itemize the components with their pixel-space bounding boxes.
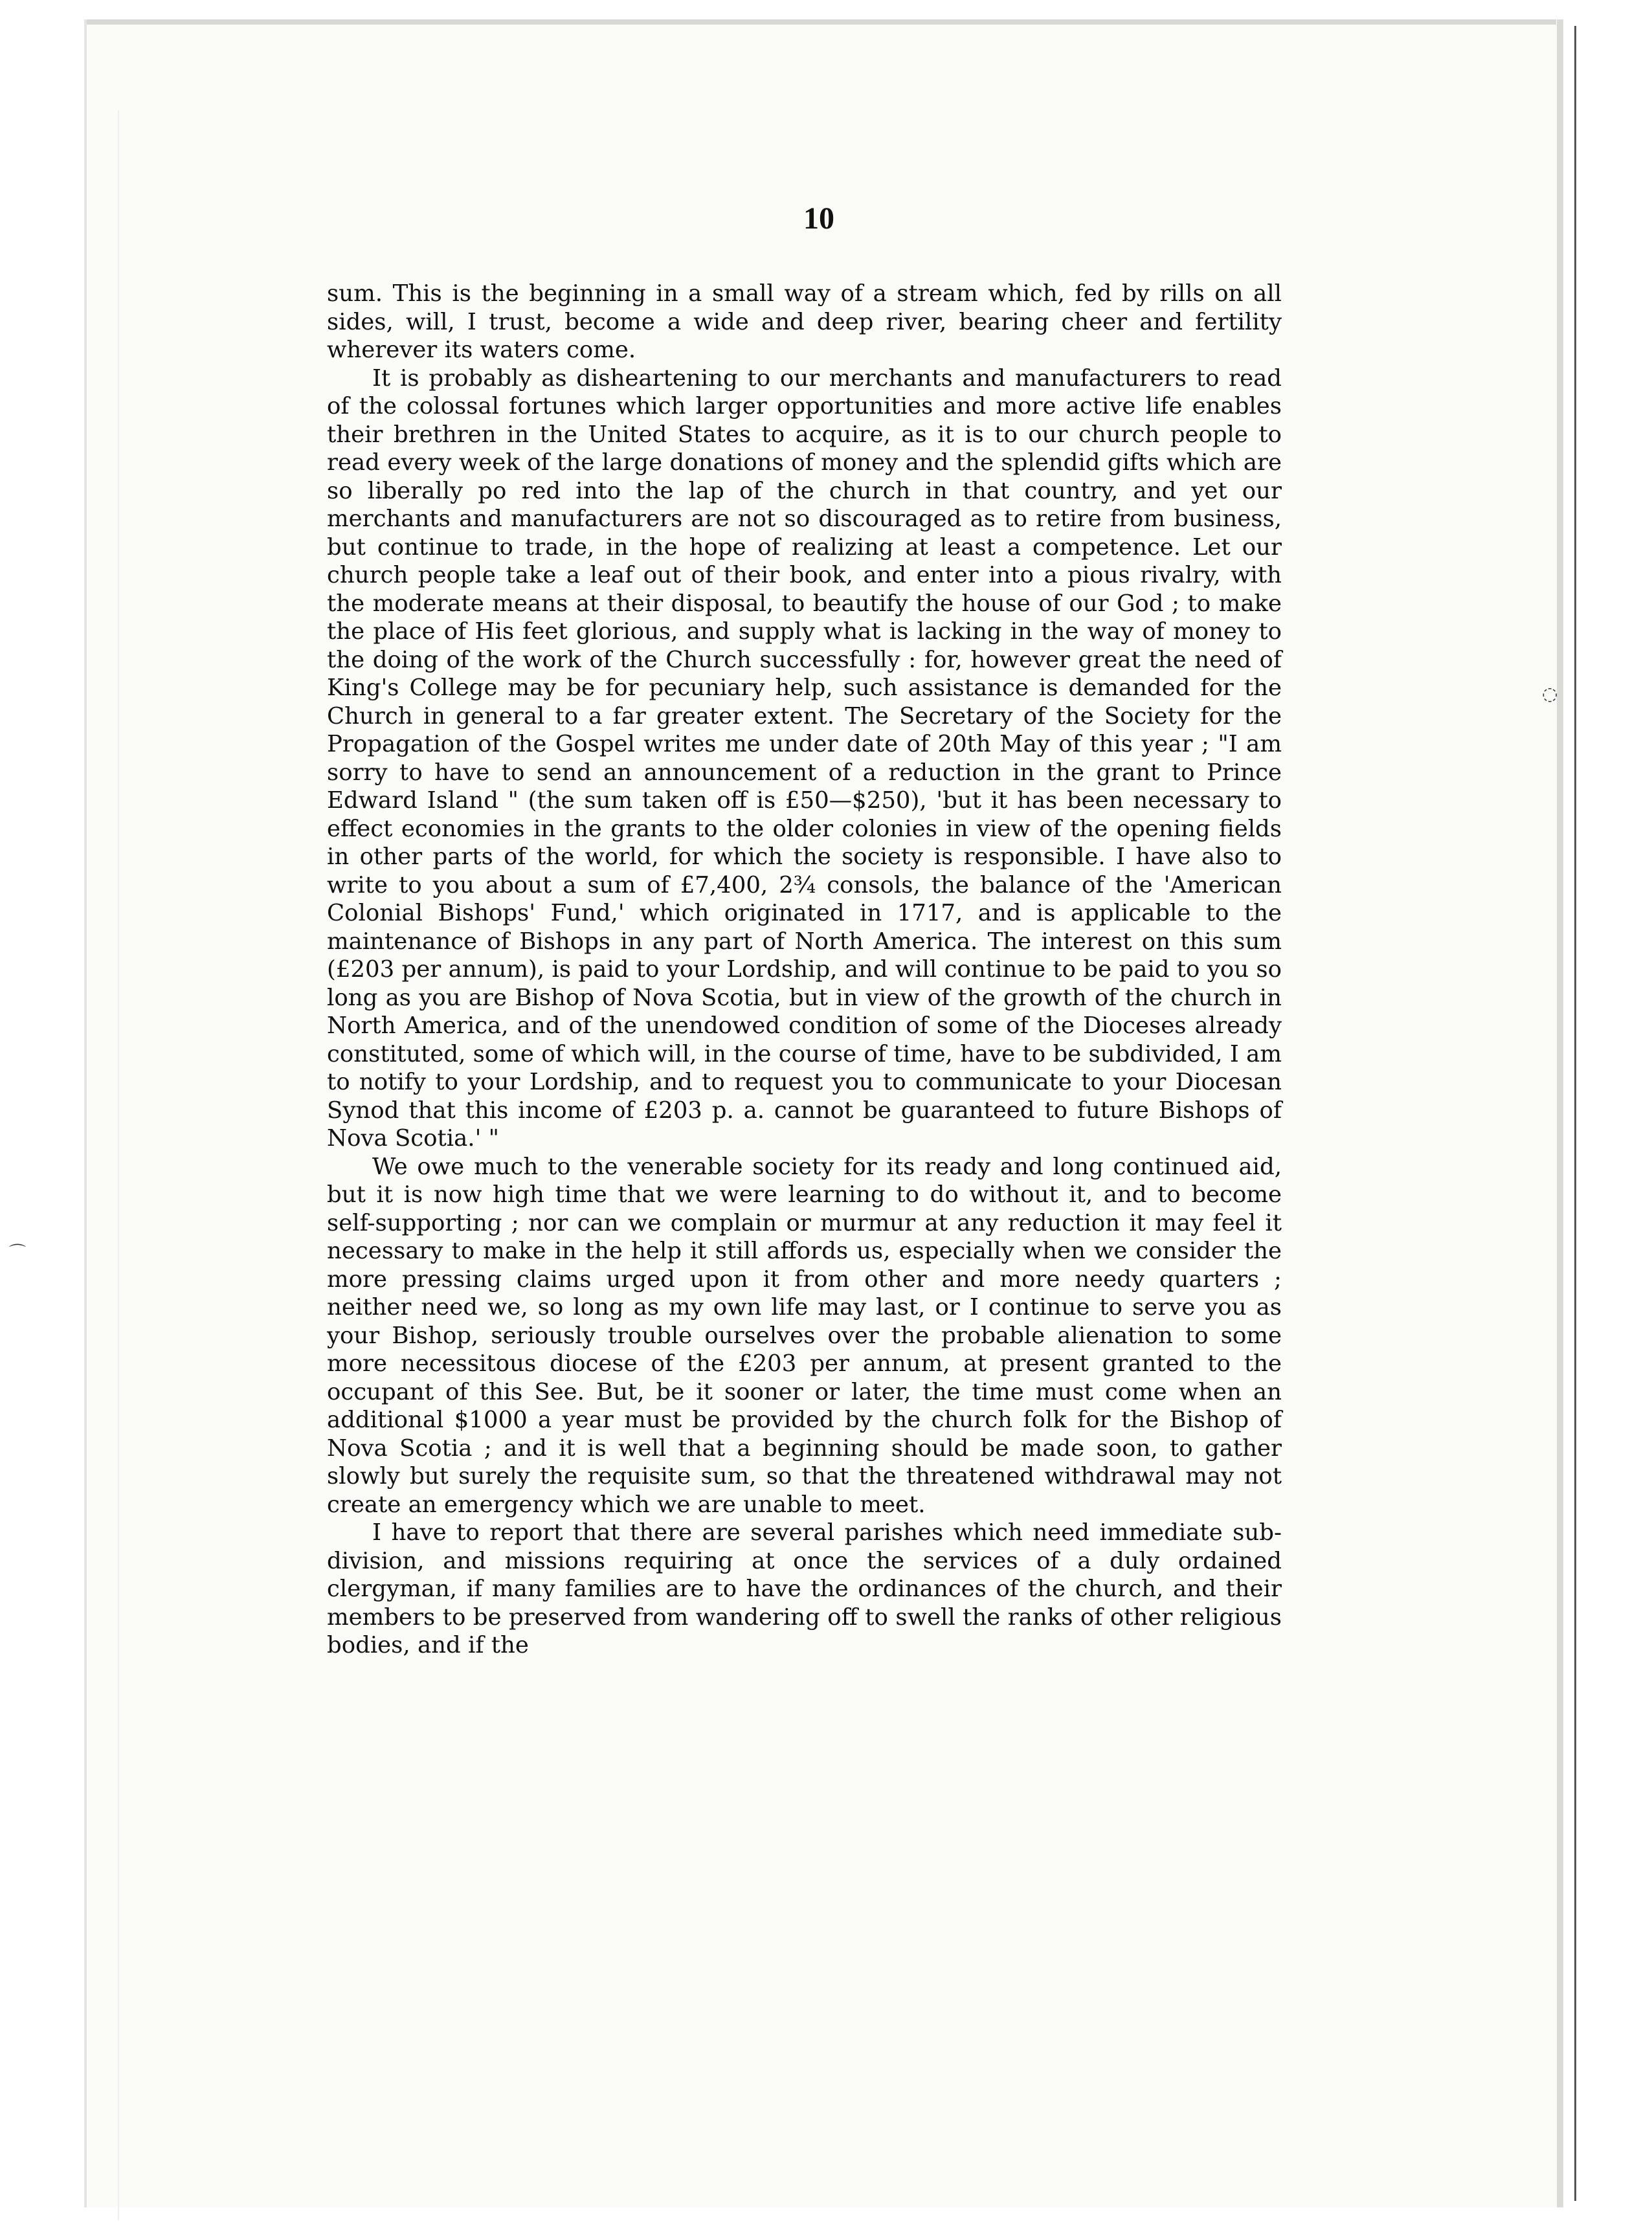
binding-edge-line xyxy=(1574,26,1576,2201)
page-top-edge xyxy=(87,19,1556,25)
paragraph-1: sum. This is the beginning in a small way of a stream which, fed by rills on all sides, will, I trust, become a wide and deep river, bearing cheer and fertility wherever its waters come. xyxy=(327,280,1282,363)
page-fold-line xyxy=(118,110,119,2220)
paragraph-4: I have to report that there are several parishes which need immediate sub-division, and missions requiring at once the services of a duly ordained clergyman, if many families are to have the ordinances of the church, and their members to be preserved from wandering off to swell the ranks of other religious bodies, and if the xyxy=(327,1519,1282,1658)
margin-scan-mark: ◌ xyxy=(1542,683,1558,704)
paragraph-3: We owe much to the venerable society for its ready and long continued aid, but it is now high time that we were learning to do without it, and to become self-supporting ; nor can we complain or murmur at any reduction it may feel it necessary to make in the help it still affords us, especially when we consider the more pressing claims urged upon it from other and more needy quarters ; neither need we, so long as my own life may last, or I continue to serve you as your Bishop, seriously trouble ourselves over the probable alienation to some more necessitous diocese of the £203 per annum, at present granted to the occupant of this See. But, be it sooner or later, the time must come when an additional $1000 a year must be provided by the church folk for the Bishop of Nova Scotia ; and it is well that a beginning should be made soon, to gather slowly but surely the requisite sum, so that the threatened withdrawal may not create an emergency which we are unable to meet. xyxy=(327,1153,1282,1518)
margin-scan-mark: ⌒ xyxy=(9,1244,27,1263)
body-text xyxy=(327,280,1282,1660)
page-number: 10 xyxy=(803,201,834,236)
page-right-edge xyxy=(1557,19,1563,2207)
paragraph-2: It is probably as disheartening to our merchants and manufacturers to read of the colossal fortunes which larger opportunities and more active life enables their brethren in the United States to acquire, as it is to our church people to read every week of the large donations of money and the splendid gifts which are so liberally po red into the lap of the church in that country, and yet our merchants and manufacturers are not so discouraged as to retire from business, but continue to trade, in the hope of realizing at least a competence. Let our church people take a leaf out of their book, and enter into a pious rivalry, with the moderate means at their disposal, to beautify the house of our God ; to make the place of His feet glorious, and supply what is lacking in the way of money to the doing of the work of the Church successfully : for, however great the need of King's College may be for pecuniary help, such assistance is demanded for the Church in general to a far greater extent. The Secretary of the Society for the Propagation of the Gospel writes me under date of 20th May of this year ; "I am sorry to have to send an announcement of a reduction in the grant to Prince Edward Island " (the sum taken off is £50—$250), 'but it has been necessary to effect economies in the grants to the older colonies in view of the opening fields in other parts of the world, for which the society is responsible. I have also to write to you about a sum of £7,400, 2¾ consols, the balance of the 'American Colonial Bishops' Fund,' which originated in 1717, and is applicable to the maintenance of Bishops in any part of North America. The interest on this sum (£203 per annum), is paid to your Lordship, and will continue to be paid to you so long as you are Bishop of Nova Scotia, but in view of the growth of the church in North America, and of the unendowed condition of some of the Dioceses already constituted, some of which will, in the course of time, have to be subdivided, I am to notify to your Lordship, and to request you to communicate to your Diocesan Synod that this income of £203 p. a. cannot be guaranteed to future Bishops of Nova Scotia.' " xyxy=(327,364,1282,1152)
